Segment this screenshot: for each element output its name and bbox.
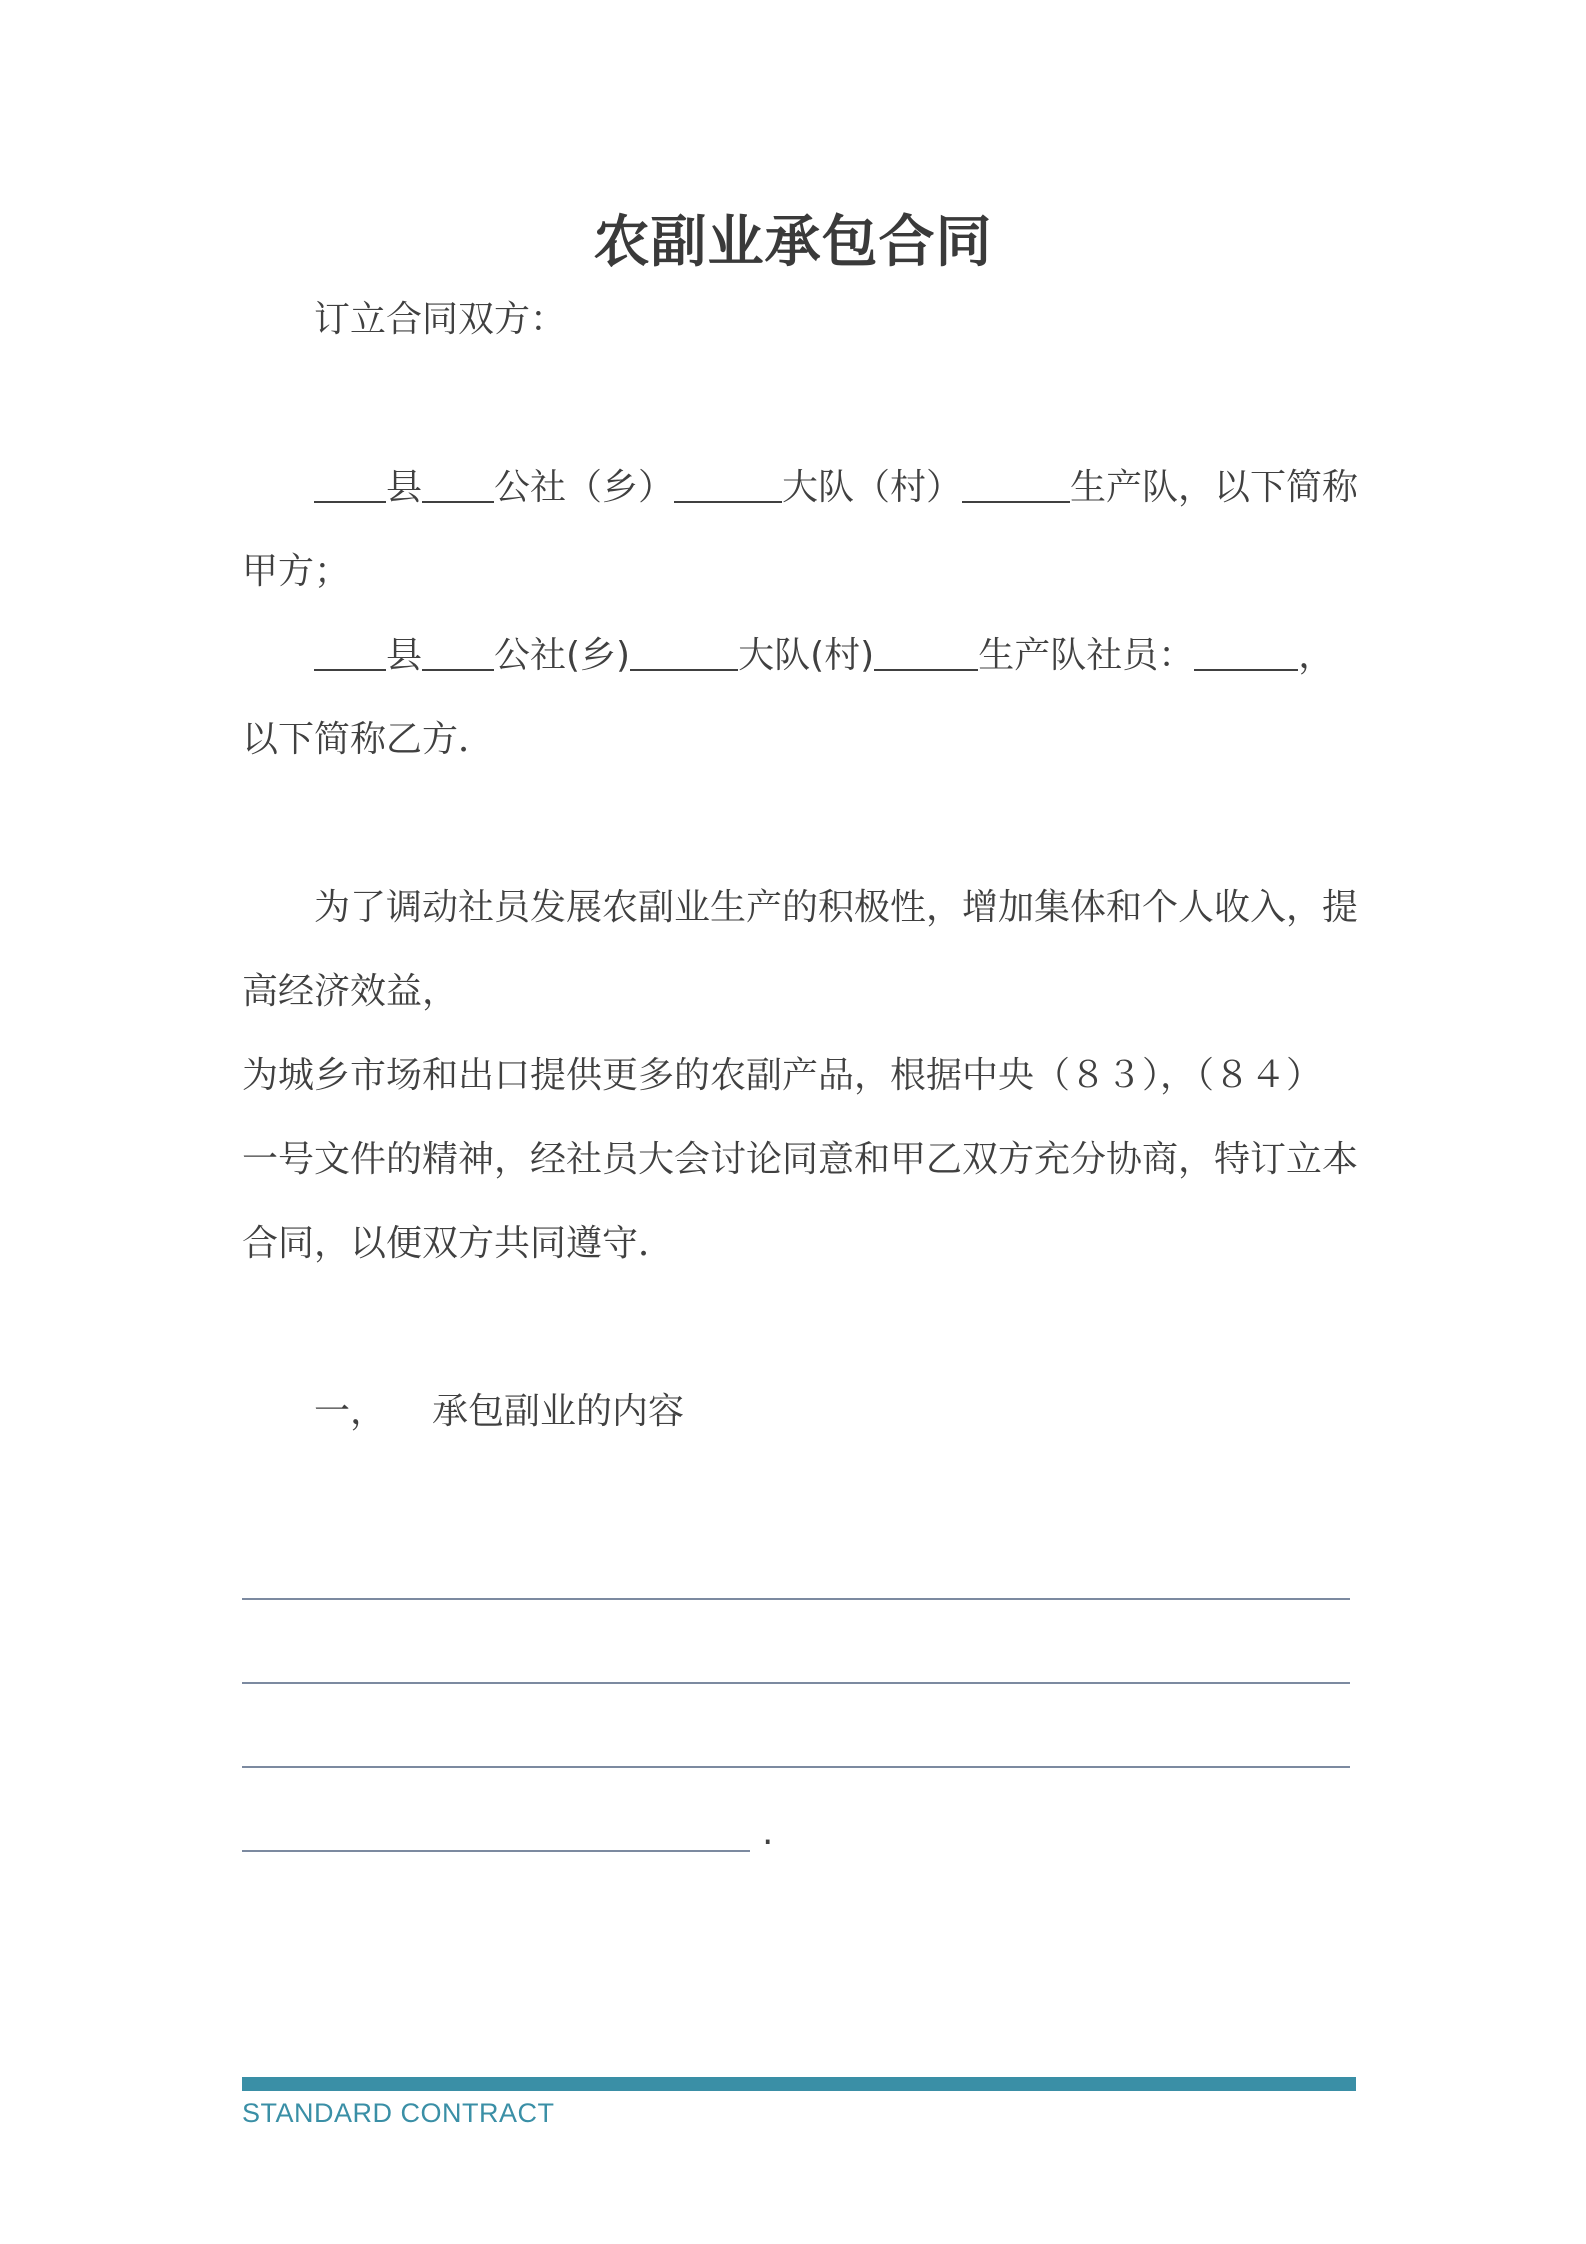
parties-heading: 订立合同双方：	[314, 299, 567, 340]
content-fill-line-2[interactable]	[242, 1682, 1350, 1684]
commune-label: 公社(乡)	[494, 635, 631, 676]
purpose-line-3: 为城乡市场和出口提供更多的农副产品，根据中央（８３），（８４）	[242, 1055, 1323, 1096]
section-title: 承包副业的内容	[432, 1391, 685, 1432]
county-label: 县	[386, 635, 423, 676]
party-a-line-2: 甲方；	[242, 551, 351, 592]
county-label: 县	[386, 467, 423, 508]
team-blank[interactable]	[874, 635, 978, 671]
county-blank[interactable]	[314, 467, 386, 503]
commune-label: 公社（乡）	[494, 467, 675, 508]
team-blank[interactable]	[962, 467, 1070, 503]
content-fill-line-4[interactable]	[242, 1850, 750, 1852]
purpose-line-4: 一号文件的精神，经社员大会讨论同意和甲乙双方充分协商，特订立本	[242, 1139, 1359, 1180]
commune-blank[interactable]	[422, 635, 494, 671]
team-label: 生产队，以下简称	[1070, 467, 1359, 508]
party-b-line-1	[242, 614, 1428, 698]
footer-accent-bar	[242, 2077, 1356, 2091]
member-label: 生产队社员：	[978, 635, 1195, 676]
brigade-label: 大队（村）	[782, 467, 963, 508]
brigade-label: 大队(村)	[738, 635, 875, 676]
document-title: 农副业承包合同	[593, 210, 993, 275]
commune-blank[interactable]	[422, 467, 494, 503]
purpose-line-1: 为了调动社员发展农副业生产的积极性，增加集体和个人收入，提	[314, 887, 1359, 928]
brigade-blank[interactable]	[674, 467, 782, 503]
county-blank[interactable]	[314, 635, 386, 671]
end-period: .	[762, 1812, 774, 1853]
purpose-line-5: 合同，以便双方共同遵守．	[242, 1223, 675, 1264]
section-1-heading	[242, 1370, 1428, 1454]
party-a-line-1	[242, 446, 1428, 530]
brigade-blank[interactable]	[630, 635, 738, 671]
member-name-blank[interactable]	[1194, 635, 1298, 671]
comma: ，	[1298, 635, 1335, 676]
party-b-line-2: 以下简称乙方．	[242, 719, 495, 760]
purpose-line-2: 高经济效益，	[242, 971, 459, 1012]
section-number: 一，	[314, 1391, 387, 1432]
content-fill-line-3[interactable]	[242, 1766, 1350, 1768]
footer-label: STANDARD CONTRACT	[242, 2098, 555, 2128]
content-fill-line-1[interactable]	[242, 1598, 1350, 1600]
